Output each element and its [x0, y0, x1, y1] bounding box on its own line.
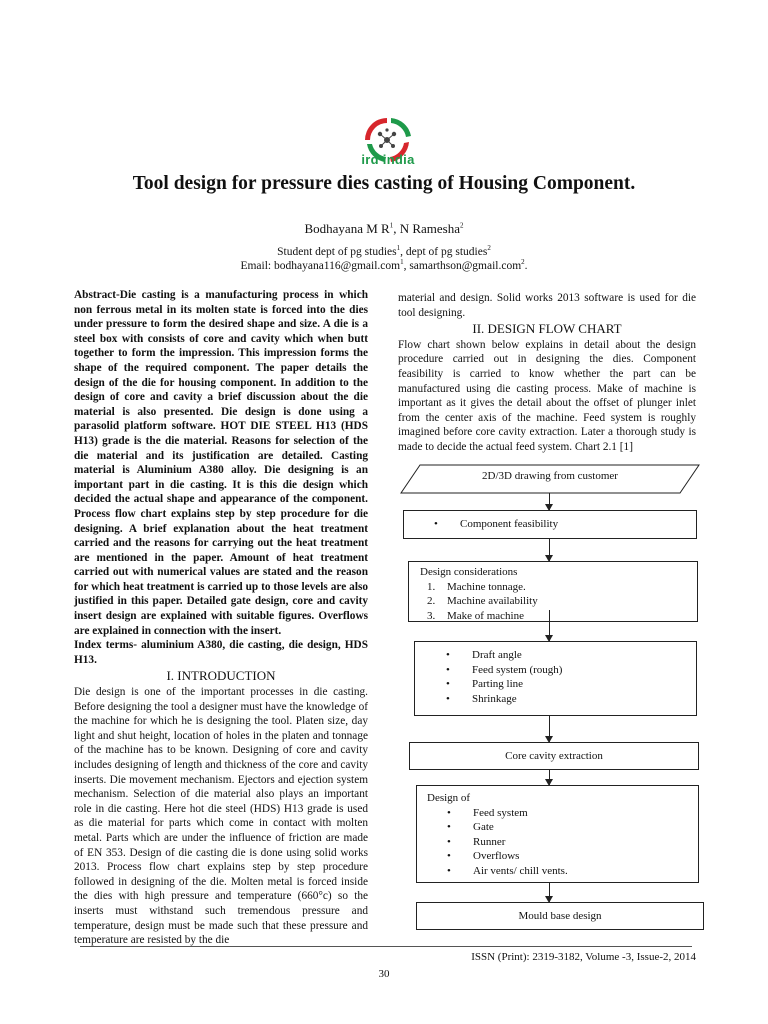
index-terms: Index terms- aluminium A380, die casting, die design, HDS H13.	[74, 639, 368, 666]
flow-item: • Feed system	[473, 806, 698, 821]
flow-box-drawing: 2D/3D drawing from customer	[482, 470, 618, 482]
right-column	[398, 291, 696, 455]
flow-arrow-4	[549, 716, 550, 742]
authors: Bodhayana M $R^1$, N Ramesha$^2$	[304, 221, 464, 236]
flow-arrow-2	[549, 539, 550, 561]
flow-item: • Component feasibility	[460, 517, 696, 532]
flow-item: • Overflows	[473, 849, 698, 864]
flow-box-heading: Design considerations	[420, 566, 518, 578]
flow-item: • Feed system (rough)	[472, 663, 696, 678]
flow-item: • Air vents/ chill vents.	[473, 864, 698, 879]
flow-item: • Draft angle	[472, 648, 696, 663]
flow-item: • Gate	[473, 820, 698, 835]
page-number: 30	[378, 968, 390, 980]
flow-box-heading: Design of	[427, 792, 471, 804]
flow-box-draft	[414, 641, 697, 716]
flow-box-design-of	[416, 785, 699, 883]
footer-issn: ISSN (Print): 2319-3182, Volume -3, Issue-2, 2014	[471, 951, 696, 963]
flow-item: • Runner	[473, 835, 698, 850]
intro-text: Die design is one of the important processes in die casting. Before designing the tool a designer must have the knowledge of the machine for which he is designing the tool. Platen size, day light and shut height, location of holes in the platen and tonnage of the machine has to be known. Designing of core and cavity includes designing of length and thickness of the core and cavity inserts. Die movement mechanism. Ejectors and ejection system mechanism. Selection of die material also plays an important role in die casting. Here hot die steel (HDS) H13 grade is used as die material for parts which come in contact with molten metal. Parts which are under the influence of friction are made of EN 353. Design of die casting die is done using solid works 2013. Process flow chart explains step by step procedure followed in designing of the die. Molten metal is forced inside the dies with high pressure and temperature (660°c) so the inserts must withstand such tremendous pressure and temperature, design must be made such that these pressure and temperature are resisted by the die	[74, 686, 368, 947]
flow-item: 1. Machine tonnage.	[447, 580, 697, 595]
flow-arrow-3	[549, 610, 550, 641]
flow-item: 2. Machine availability	[447, 594, 697, 609]
flow-item: • Parting line	[472, 677, 696, 692]
flow-arrow-5	[549, 770, 550, 785]
flow-arrow-6	[549, 883, 550, 902]
flow-arrow-1	[549, 493, 550, 510]
footer-divider	[80, 946, 692, 947]
flow-item: • Shrinkage	[472, 692, 696, 707]
logo-text: ird india	[361, 152, 415, 167]
affiliation: Student dept of pg studies$^1$, dept of pg studies$^2$ Email: bodhayana116@gmail.com$^1$, samarthson@gmail.com$^2$.	[240, 244, 528, 272]
left-column	[74, 288, 368, 948]
paper-title: Tool design for pressure dies casting of Housing Component.	[132, 173, 636, 194]
flow-box-core-cavity: Core cavity extraction	[409, 742, 699, 770]
abstract: Abstract-Die casting is a manufacturing process in which non ferrous metal in its molten state is forced into the dies under pressure to form the desired shape and size. A die is a steel box with consists of core and cavity which when butt together to form the impression. This impression forms the shape of the required component. The paper details the design of the die for housing component. In addition to the design of core and cavity a brief discussion about the die material is also presented. Die design is done using a parasolid platform software. HOT DIE STEEL H13 (HDS H13) grade is the die material. Reasons for selection of the die material and its justification are detailed. Casting material is Aluminium A380 alloy. Die designing is an important part in die casting. It is this die design which decided the actual shape and appearance of the component. Process flow chart explains step by step procedure for die designing. A brief explanation about the heat treatment carried and the reasons for carrying out the heat treatment are mentioned in the paper. Amount of heat treatment carried out with numerical values are stated and the reason for which heat treatment is carried up to those levels are also justified in this paper. Detailed gate design, core and cavity insert design are explained with suitable figures. Overflows are explained in connection with the insert.	[74, 289, 368, 637]
right-continuation: material and design. Solid works 2013 software is used for die tool designing.	[398, 292, 696, 319]
flow-heading: II. DESIGN FLOW CHART	[472, 321, 622, 337]
flow-box-considerations	[408, 561, 698, 622]
flow-box-feasibility	[403, 510, 697, 539]
intro-heading: I. INTRODUCTION	[166, 668, 276, 684]
flow-text: Flow chart shown below explains in detail about the design procedure carried out in designing the dies. Component feasibility is carried to know whether the part can be manufactured using die casting process. Make of machine is important as it gives the detail about the offset of plunger inlet from the center axis of the machine. Feed system is roughly imagined before core cavity extraction. Later a thorough study is made to decide the actual feed system. Chart 2.1 [1]	[398, 338, 696, 453]
flow-box-mould-base: Mould base design	[416, 902, 704, 930]
flow-item: 3. Make of machine	[447, 609, 697, 624]
